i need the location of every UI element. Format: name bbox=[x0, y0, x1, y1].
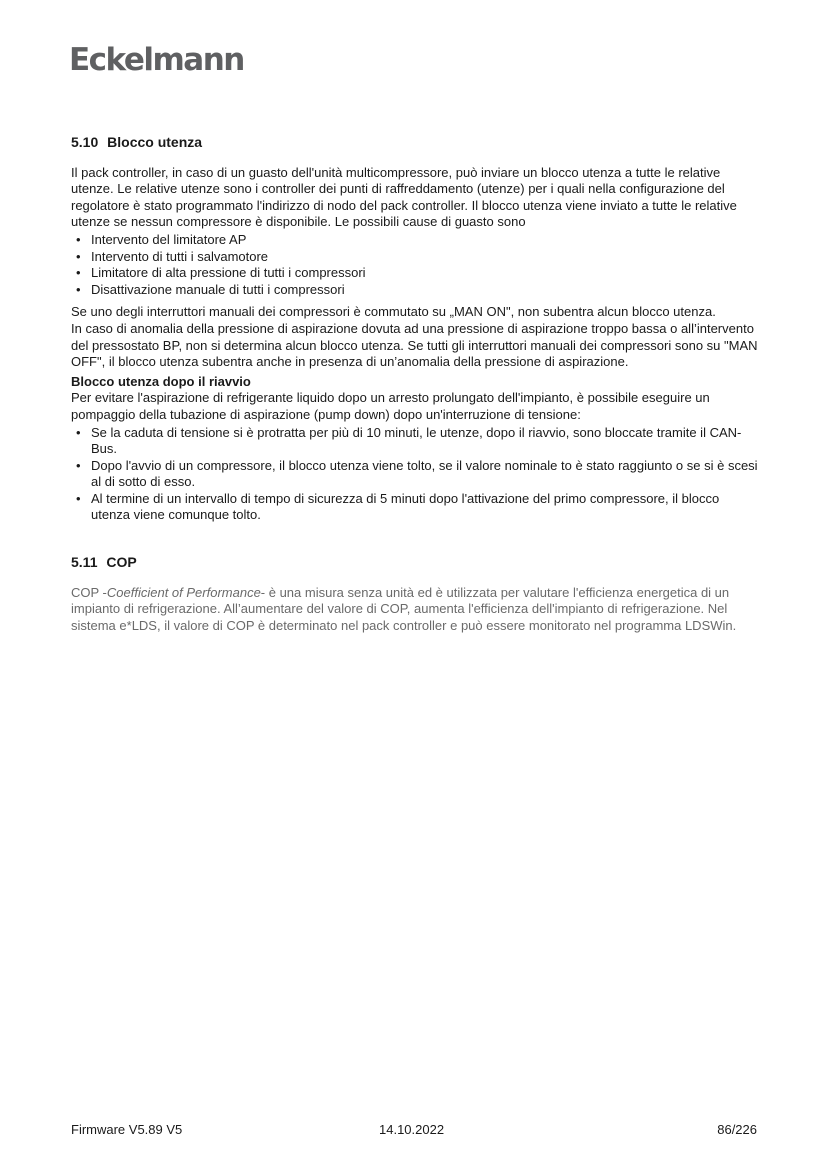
fault-causes-list bbox=[71, 232, 761, 298]
cop-definition-italic: Coefficient of Performance bbox=[106, 584, 261, 600]
intro-paragraph: Il pack controller, in caso di un guasto dell'unità multicompressore, può inviare un blocco utenza a tutte le relative utenze. Le relative utenze sono i controller dei punti di raffreddamento (utenze) per i quali nella configurazione del regolatore è stato programmato l'indirizzo di nodo del pack controller. Il blocco utenza viene inviato a tutte le relative utenze se nessun compressore è disponibile. Le possibili cause di guasto sono bbox=[71, 164, 737, 230]
list-item: • Disattivazione manuale di tutti i compressori bbox=[71, 282, 761, 299]
list-item: • Dopo l'avvio di un compressore, il blocco utenza viene tolto, se il valore nominale to è stato raggiunto o se si è scesi al di sotto di esso. bbox=[71, 458, 761, 491]
section-heading-cop bbox=[71, 554, 761, 571]
section-heading-blocco-utenza bbox=[71, 134, 761, 151]
page-content bbox=[71, 134, 761, 634]
list-item: • Intervento del limitatore AP bbox=[71, 232, 761, 249]
man-on-paragraph: Se uno degli interruttori manuali dei compressori è commutato su „MAN ON", non subentra alcun blocco utenza. bbox=[71, 304, 716, 320]
section-title: COP bbox=[106, 554, 137, 571]
document-date: 14.10.2022 bbox=[379, 1122, 445, 1137]
restart-subheading: Blocco utenza dopo il riavvio bbox=[71, 373, 251, 389]
list-item: • Limitatore di alta pressione di tutti i compressori bbox=[71, 265, 761, 282]
list-item: • Intervento di tutti i salvamotore bbox=[71, 249, 761, 266]
cop-prefix: COP - bbox=[71, 584, 107, 600]
restart-paragraph: Per evitare l'aspirazione di refrigerante liquido dopo un arresto prolungato dell'impianto, è possibile eseguire un pompaggio della tubazione di aspirazione (pump down) dopo un'interruzione di tensione: bbox=[71, 390, 710, 422]
restart-conditions-list bbox=[71, 425, 761, 525]
section-title: Blocco utenza bbox=[107, 134, 203, 150]
page-number: 86/226 bbox=[717, 1122, 757, 1137]
firmware-version: Firmware V5.89 V5 bbox=[71, 1122, 183, 1137]
cop-paragraph bbox=[71, 585, 761, 635]
list-item: • Se la caduta di tensione si è protratta per più di 10 minuti, le utenze, dopo il riavvio, sono bloccate tramite il CAN-Bus. bbox=[71, 425, 761, 458]
company-logo: Eckelmann bbox=[69, 42, 244, 78]
list-item: • Al termine di un intervallo di tempo di sicurezza di 5 minuti dopo l'attivazione del primo compressore, il blocco utenza viene comunque tolto. bbox=[71, 491, 761, 524]
section-number: 5.11 bbox=[71, 554, 98, 571]
anomaly-paragraph: In caso di anomalia della pressione di aspirazione dovuta ad una pressione di aspirazione troppo bassa o all’intervento del pressostato BP, non si determina alcun blocco utenza. Se tutti gli interruttori manuali dei compressori sono su "MAN OFF", il blocco utenza subentra anche in presenza di un’anomalia della pressione di aspirazione. bbox=[71, 320, 758, 370]
cop-description: - è una misura senza unità ed è utilizzata per valutare l'efficienza energetica di un impianto di refrigerazione. All’aumentare del valore di COP, aumenta l'efficienza dell'impianto di refrigerazione. Nel sistema e*LDS, il valore di COP è determinato nel pack controller e può essere monitorato nel programma LDSWin. bbox=[71, 584, 737, 633]
section-number: 5.10 bbox=[71, 134, 99, 150]
